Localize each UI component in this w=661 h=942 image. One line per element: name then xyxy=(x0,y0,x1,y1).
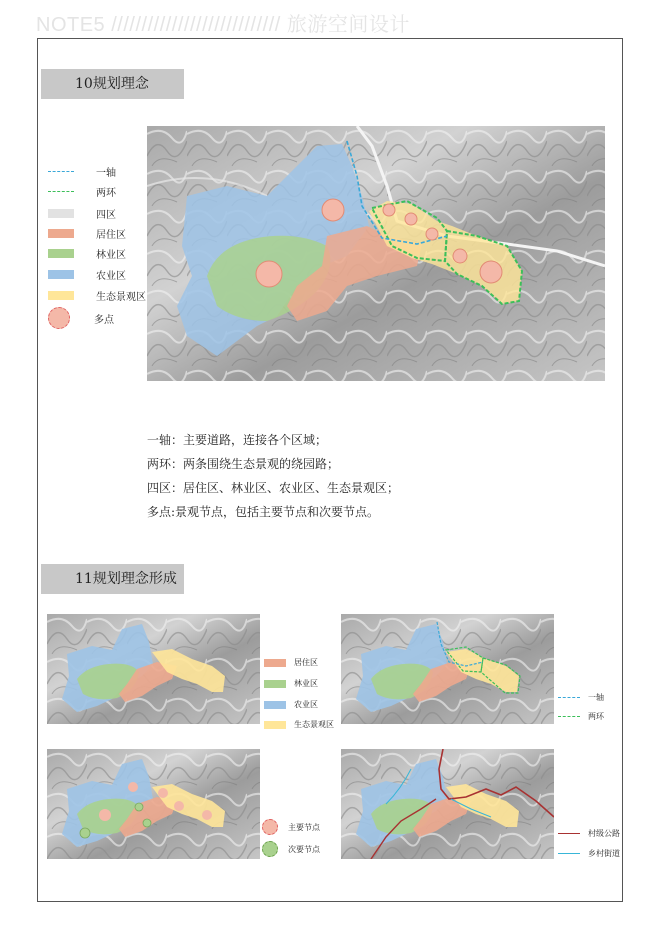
legend-label: 村级公路 xyxy=(588,829,620,838)
legend-label: 一轴 xyxy=(588,693,604,702)
node-circle-icon xyxy=(262,841,278,857)
legend-item-multi-points xyxy=(48,307,114,329)
legend-label: 农业区 xyxy=(294,700,318,709)
solid-line-icon xyxy=(558,833,580,834)
legend-item-rural-street xyxy=(558,848,620,859)
legend-item-secondary-node xyxy=(262,841,320,857)
legend-item-eco-landscape xyxy=(264,719,334,730)
legend-label: 多点 xyxy=(94,314,114,326)
panel-zones-legend xyxy=(264,657,344,727)
legend-item-residential xyxy=(264,657,318,668)
panel-roads-map xyxy=(341,749,554,859)
color-swatch-icon xyxy=(264,659,286,667)
color-swatch-icon xyxy=(48,270,74,279)
legend-label: 主要节点 xyxy=(288,822,320,832)
legend-label: 生态景观区 xyxy=(294,720,334,729)
dashed-line-icon xyxy=(48,191,74,192)
legend-label: 四区 xyxy=(96,210,116,221)
legend-label: 林业区 xyxy=(294,679,318,688)
legend-item-four-zones xyxy=(48,206,116,221)
panel-axis-rings-map xyxy=(341,614,554,724)
legend-label: 居住区 xyxy=(96,230,126,241)
legend-item-agriculture xyxy=(264,699,318,710)
color-swatch-icon xyxy=(48,291,74,300)
description-line: 多点:景观节点，包括主要节点和次要节点。 xyxy=(147,505,380,519)
description-line: 一轴：主要道路，连接各个区域； xyxy=(147,433,328,447)
legend-label: 次要节点 xyxy=(288,844,320,854)
legend-label: 两环 xyxy=(96,188,116,199)
legend-item-rings xyxy=(558,711,604,722)
legend-item-eco-landscape xyxy=(48,288,146,303)
panel-roads-legend xyxy=(558,828,628,858)
section-title-planning-concept: 10规划理念 xyxy=(41,69,184,99)
color-swatch-icon xyxy=(264,701,286,709)
legend-item-agriculture xyxy=(48,267,126,282)
panel-axis-rings-legend xyxy=(558,692,628,722)
description-line: 两环：两条围绕生态景观的绕园路； xyxy=(147,457,340,471)
legend-label: 一轴 xyxy=(96,168,116,179)
main-planning-map xyxy=(147,126,605,381)
concept-description xyxy=(147,428,399,524)
node-circle-icon xyxy=(262,819,278,835)
legend-label: 林业区 xyxy=(96,250,126,261)
legend-label: 生态景观区 xyxy=(96,292,146,303)
solid-line-icon xyxy=(558,853,580,854)
node-circle-icon xyxy=(48,307,70,329)
dashed-line-icon xyxy=(558,716,580,717)
panel-nodes-legend xyxy=(262,819,342,861)
legend-label: 居住区 xyxy=(294,658,318,667)
description-line: 四区：居住区、林业区、农业区、生态景观区； xyxy=(147,481,400,495)
legend-label: 乡村街道 xyxy=(588,849,620,858)
legend-label: 两环 xyxy=(588,712,604,721)
color-swatch-icon xyxy=(48,249,74,258)
legend-item-main-node xyxy=(262,819,320,835)
legend-item-forestry xyxy=(48,246,126,261)
dashed-line-icon xyxy=(48,171,74,172)
legend-item-rings xyxy=(48,184,116,199)
color-swatch-icon xyxy=(264,680,286,688)
legend-item-forestry xyxy=(264,678,318,689)
section-title-concept-formation: 11规划理念形成 xyxy=(41,564,184,594)
legend-item-village-road xyxy=(558,828,620,839)
legend-item-axis xyxy=(48,164,116,179)
main-legend xyxy=(48,164,148,334)
color-swatch-icon xyxy=(48,209,74,218)
panel-nodes-map xyxy=(47,749,260,859)
legend-item-residential xyxy=(48,226,126,241)
legend-item-axis xyxy=(558,692,604,703)
dashed-line-icon xyxy=(558,697,580,698)
panel-zones-map xyxy=(47,614,260,724)
color-swatch-icon xyxy=(48,229,74,238)
color-swatch-icon xyxy=(264,721,286,729)
legend-label: 农业区 xyxy=(96,271,126,282)
page-header-title: NOTE5 //////////////////////////// 旅游空间设计 xyxy=(36,14,410,36)
